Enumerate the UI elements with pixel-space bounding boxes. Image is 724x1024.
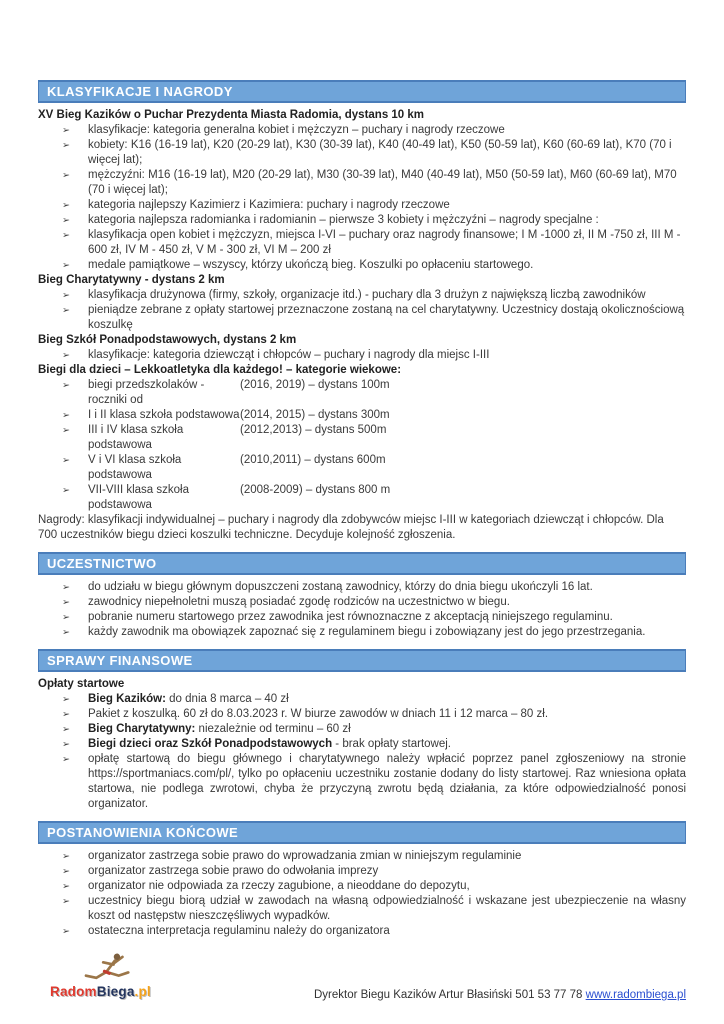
uczestnictwo-bullet-list	[38, 580, 686, 640]
kids-race-row	[38, 378, 686, 408]
section-uczestnictwo	[38, 552, 686, 640]
bullet-item	[38, 849, 686, 864]
bullet-item	[38, 737, 686, 752]
bullet-text: klasyfikacja drużynowa (firmy, szkoły, organizacje itd.) - puchary dla 3 drużyn z największą liczbą zawodników	[88, 289, 646, 301]
bullet-text: uczestnicy biegu biorą udział w zawodach na własną odpowiedzialność i wskazane jest ubezpieczenie na własny koszt od następstw nieszczęśliwych wypadków.	[88, 895, 686, 922]
kids-race-details: (2016, 2019) – dystans 100m	[240, 379, 390, 391]
bullet-item	[38, 228, 686, 258]
bullet-arrow-icon: ➢	[62, 125, 70, 136]
bullet-arrow-icon: ➢	[62, 380, 70, 391]
kids-race-details: (2008-2009) – dystans 800 m	[240, 484, 391, 496]
bullet-item	[38, 879, 686, 894]
bullet-text: do udziału w biegu głównym dopuszczeni zostaną zawodnicy, którzy do dnia biegu ukończyli 16 lat.	[88, 581, 593, 593]
bullet-text: ostateczna interpretacja regulaminu należy do organizatora	[88, 925, 390, 937]
bullet-arrow-icon: ➢	[62, 694, 70, 705]
document-content	[38, 80, 686, 948]
bullet-arrow-icon: ➢	[62, 582, 70, 593]
bullet-arrow-icon: ➢	[62, 866, 70, 877]
bullet-arrow-icon: ➢	[62, 260, 70, 271]
kids-race-row	[38, 423, 686, 453]
bullet-arrow-icon: ➢	[62, 485, 70, 496]
bullet-arrow-icon: ➢	[62, 724, 70, 735]
kids-race-category: III i IV klasa szkoła podstawowa	[88, 424, 184, 451]
bullet-text: mężczyźni: M16 (16-19 lat), M20 (20-29 lat), M30 (30-39 lat), M40 (40-49 lat), M50 (50-59 lat), M60 (60-69 lat), M70 (70 i więcej lat);	[88, 169, 677, 196]
section-finanse	[38, 649, 686, 812]
kids-race-details: (2010,2011) – dystans 600m	[240, 454, 386, 466]
bullet-arrow-icon: ➢	[62, 305, 70, 316]
bullet-item	[38, 752, 686, 812]
bullet-text: kobiety: K16 (16-19 lat), K20 (20-29 lat), K30 (30-39 lat), K40 (40-49 lat), K50 (50-59 lat), K60 (60-69 lat), K70 (70 i więcej lat);	[88, 139, 672, 166]
bullet-item	[38, 198, 686, 213]
bullet-text: klasyfikacje: kategoria dziewcząt i chłopców – puchary i nagrody dla miejsc I-III	[88, 349, 490, 361]
kids-race-row	[38, 408, 686, 423]
radombiega-logo	[50, 952, 170, 999]
section-klasyfikacje	[38, 80, 686, 543]
kids-race-row	[38, 483, 686, 513]
bullet-item	[38, 168, 686, 198]
bullet-item	[38, 924, 686, 939]
race3-title: Bieg Szkół Ponadpodstawowych, dystans 2 km	[38, 334, 297, 346]
bullet-item	[38, 138, 686, 168]
bullet-arrow-icon: ➢	[62, 709, 70, 720]
race1-bullet-list	[38, 123, 686, 273]
bullet-arrow-icon: ➢	[62, 200, 70, 211]
bullet-text: klasyfikacje: kategoria generalna kobiet i mężczyzn – puchary i nagrody rzeczowe	[88, 124, 505, 136]
section-header-klasyfikacje: KLASYFIKACJE I NAGRODY	[38, 80, 686, 103]
kids-awards-note: Nagrody: klasyfikacji indywidualnej – puchary i nagrody dla zdobywców miejsc I-III w kategoriach dziewcząt i chłopców. Dla 700 uczestników biegu dzieci koszulki techniczne. Decyduje kolejność zgłoszenia.	[38, 514, 664, 541]
race2-title: Bieg Charytatywny - dystans 2 km	[38, 274, 225, 286]
fees-subheading: Opłaty startowe	[38, 678, 125, 690]
logo-text-pl: .pl	[134, 984, 151, 999]
bullet-item	[38, 123, 686, 138]
bullet-arrow-icon: ➢	[62, 140, 70, 151]
bullet-item	[38, 288, 686, 303]
bullet-item	[38, 864, 686, 879]
bullet-item	[38, 692, 686, 707]
bullet-arrow-icon: ➢	[62, 170, 70, 181]
kids-races-title: Biegi dla dzieci – Lekkoatletyka dla każdego! – kategorie wiekowe:	[38, 364, 402, 376]
bullet-arrow-icon: ➢	[62, 230, 70, 241]
bullet-item	[38, 580, 686, 595]
bullet-text: opłatę startową do biegu głównego i charytatywnego należy wpłacić poprzez panel zgłoszeniowy na stronie https://sportmaniacs.com/pl/, tylko po opłaceniu uczestniku zostanie dodany do listy startowej. Raz wniesiona opłata startowa, nie podlega zwrotowi, chyba że przyczyną zwrotu będą działania, za które odpowiedzialność ponosi organizator.	[88, 753, 686, 810]
bullet-item	[38, 213, 686, 228]
kids-race-category: VII-VIII klasa szkoła podstawowa	[88, 484, 189, 511]
kids-race-category: V i VI klasa szkoła podstawowa	[88, 454, 182, 481]
bullet-item	[38, 348, 686, 363]
bullet-text: niezależnie od terminu – 60 zł	[195, 723, 351, 735]
bullet-arrow-icon: ➢	[62, 881, 70, 892]
bullet-arrow-icon: ➢	[62, 215, 70, 226]
director-contact-text: Dyrektor Biegu Kazików Artur Błasiński 501 53 77 78	[313, 989, 586, 1001]
bullet-arrow-icon: ➢	[62, 739, 70, 750]
section-header-postanowienia: POSTANOWIENIA KOŃCOWE	[38, 821, 686, 844]
bullet-arrow-icon: ➢	[62, 926, 70, 937]
bullet-text: organizator zastrzega sobie prawo do wprowadzania zmian w niniejszym regulaminie	[88, 850, 522, 862]
bullet-item	[38, 707, 686, 722]
bullet-arrow-icon: ➢	[62, 754, 70, 765]
logo-text-biega: Biega	[96, 984, 135, 999]
bullet-text: kategoria najlepszy Kazimierz i Kazimiera: puchary i nagrody rzeczowe	[88, 199, 450, 211]
bullet-item	[38, 303, 686, 333]
radombiega-link[interactable]: www.radombiega.pl	[585, 989, 686, 1001]
kids-race-row	[38, 453, 686, 483]
bullet-item	[38, 625, 686, 640]
bullet-arrow-icon: ➢	[62, 350, 70, 361]
fees-bullet-list	[38, 692, 686, 812]
race3-bullet-list	[38, 348, 686, 363]
bullet-arrow-icon: ➢	[62, 896, 70, 907]
bullet-arrow-icon: ➢	[62, 851, 70, 862]
bullet-text: zawodnicy niepełnoletni muszą posiadać zgodę rodziców na uczestnictwo w biegu.	[88, 596, 510, 608]
bullet-arrow-icon: ➢	[62, 425, 70, 436]
bullet-arrow-icon: ➢	[62, 597, 70, 608]
kids-race-category: I i II klasa szkoła podstawowa	[88, 409, 240, 421]
bullet-item	[38, 722, 686, 737]
bullet-text: kategoria najlepsza radomianka i radomianin – pierwsze 3 kobiety i mężczyźni – nagrody specjalne :	[88, 214, 599, 226]
section-header-finanse: SPRAWY FINANSOWE	[38, 649, 686, 672]
bullet-text: do dnia 8 marca – 40 zł	[165, 693, 289, 705]
bullet-text: medale pamiątkowe – wszyscy, którzy ukończą bieg. Koszulki po opłaceniu startowego.	[88, 259, 534, 271]
bullet-text: organizator nie odpowiada za rzeczy zagubione, a nieoddane do depozytu,	[88, 880, 470, 892]
bullet-item	[38, 894, 686, 924]
section-header-uczestnictwo: UCZESTNICTWO	[38, 552, 686, 575]
bullet-item	[38, 595, 686, 610]
footer-contact-line	[314, 988, 686, 1003]
kids-race-category: biegi przedszkolaków - roczniki od	[88, 379, 205, 406]
race1-title: XV Bieg Kazików o Puchar Prezydenta Miasta Radomia, dystans 10 km	[38, 109, 425, 121]
bullet-text: - brak opłaty startowej.	[332, 738, 451, 750]
bullet-text: pieniądze zebrane z opłaty startowej przeznaczone zostaną na cel charytatywny. Uczestnicy dostają okolicznościową koszulkę	[88, 304, 685, 331]
bullet-arrow-icon: ➢	[62, 627, 70, 638]
race2-bullet-list	[38, 288, 686, 333]
bullet-lead: Bieg Charytatywny:	[88, 723, 196, 735]
bullet-text: Pakiet z koszulką. 60 zł do 8.03.2023 r. W biurze zawodów w dniach 11 i 12 marca – 80 zł.	[88, 708, 549, 720]
section-postanowienia	[38, 821, 686, 939]
bullet-arrow-icon: ➢	[62, 410, 70, 421]
logo-text-radom: Radom	[50, 984, 97, 999]
bullet-text: pobranie numeru startowego przez zawodnika jest równoznaczne z akceptacją niniejszego regulaminu.	[88, 611, 613, 623]
bullet-item	[38, 258, 686, 273]
bullet-text: klasyfikacja open kobiet i mężczyzn, miejsca I-VI – puchary oraz nagrody finansowe; I M -1000 zł, II M -750 zł, III M - 600 zł, IV M - 450 zł, V M - 300 zł, VI M – 200 zł	[88, 229, 681, 256]
kids-races-list	[38, 378, 686, 513]
bullet-arrow-icon: ➢	[62, 455, 70, 466]
bullet-lead: Biegi dzieci oraz Szkół Ponadpodstawowych	[88, 738, 333, 750]
bullet-text: organizator zastrzega sobie prawo do odwołania imprezy	[88, 865, 379, 877]
bullet-text: każdy zawodnik ma obowiązek zapoznać się z regulaminem biegu i zobowiązany jest do jego przestrzegania.	[88, 626, 646, 638]
bullet-lead: Bieg Kazików:	[88, 693, 166, 705]
kids-race-details: (2014, 2015) – dystans 300m	[240, 409, 390, 421]
bullet-arrow-icon: ➢	[62, 290, 70, 301]
bullet-item	[38, 610, 686, 625]
bullet-arrow-icon: ➢	[62, 612, 70, 623]
kids-race-details: (2012,2013) – dystans 500m	[240, 424, 387, 436]
postanowienia-bullet-list	[38, 849, 686, 939]
